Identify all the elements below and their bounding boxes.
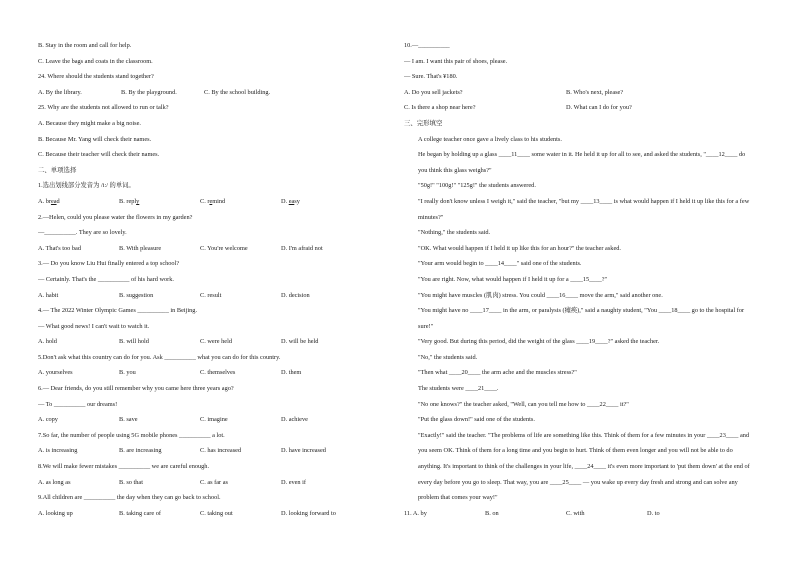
q9-option-b: B. taking care of [119, 509, 161, 517]
q9-stem: 9.All children are __________ the day when they can go back to school. [38, 494, 221, 502]
q1-option-a: A. bread [38, 197, 60, 205]
q6-option-d: D. achieve [281, 416, 308, 424]
q24-options [38, 85, 368, 101]
q4-option-c: C. were held [200, 338, 232, 346]
q10-option-d: D. What can I do for you? [566, 104, 632, 112]
q2-line-1: 2.—Helen, could you please water the flowers in my garden? [38, 213, 193, 221]
q9-option-d: D. looking forward to [281, 509, 336, 517]
q8-option-a: A. as long as [38, 478, 71, 486]
section-3-title: 三、完形填空 [404, 118, 443, 127]
q9-option-a: A. looking up [38, 509, 73, 517]
q4-option-a: A. hold [38, 338, 57, 346]
q5-option-a: A. yourselves [38, 369, 73, 377]
passage-paragraph-1: A college teacher once gave a lively class to his students. [418, 135, 562, 143]
q4-option-b: B. will hold [119, 338, 149, 346]
q8-options [38, 475, 368, 491]
q6-option-c: C. imagine [200, 416, 228, 424]
q5-option-b: B. you [119, 369, 136, 377]
passage-paragraph-3: "50g!" "100g!" "125g!" the students answered. [418, 182, 536, 190]
q3-line-2: — Certainly. That's the __________ of his hard work. [38, 275, 174, 283]
q11-option-c: C. with [566, 509, 585, 517]
q25-option-b: B. Because Mr. Yang will check their names. [38, 135, 152, 143]
q8-option-b: B. so that [119, 478, 143, 486]
q6-line-1: 6.— Dear friends, do you still remember why you came here three years ago? [38, 385, 234, 393]
q5-stem: 5.Don't ask what this country can do for you. Ask __________ what you can do for this country. [38, 353, 281, 361]
q6-options [38, 412, 368, 428]
passage-paragraph-9: "You might have muscles (肌肉) stress. You could ____16____ move the arm," said another one. [418, 291, 663, 299]
q2-line-2: —__________. They are so lovely. [38, 229, 127, 237]
q3-option-d: D. decision [281, 291, 310, 299]
q11-option-a: 11. A. by [404, 509, 427, 517]
q2-option-c: C. You're welcome [200, 244, 248, 252]
q10-line-1: 10.—__________ [404, 42, 450, 49]
q24-stem: 24. Where should the students stand together? [38, 73, 154, 81]
q2-option-a: A. That's too bad [38, 244, 81, 252]
q7-options [38, 443, 368, 459]
passage-paragraph-13: "Then what ____20____ the arm ache and the muscles stress?" [418, 369, 577, 377]
q4-line-2: — What good news! I can't wait to watch it. [38, 322, 150, 330]
passage-paragraph-10: "You might have no ____17____ in the arm, or paralysis (瘫痪)," said a naughty student, "You ____18____ go to the hospital for sure!" [418, 307, 745, 330]
passage-paragraph-4: "I really don't know unless I weigh it," said the teacher, "but my ____13____ is what would happen if I held it up like this for a few minutes?" [418, 197, 750, 221]
q7-stem: 7.So far, the number of people using 5G mobile phones __________ a lot. [38, 431, 225, 439]
q1-stem: 1.选出划线部分发音为 /i:/ 的单词。 [38, 182, 135, 190]
q5-option-d: D. them [281, 369, 302, 377]
q11-option-b: B. on [485, 509, 499, 517]
q24-option-c: C. By the school building. [204, 88, 271, 96]
q8-option-d: D. even if [281, 478, 307, 486]
q7-option-b: B. are increasing [119, 447, 162, 455]
q7-option-c: C. has increased [200, 447, 242, 455]
q7-option-a: A. is increasing [38, 447, 78, 455]
q6-option-a: A. copy [38, 416, 58, 424]
passage-paragraph-8: "You are right. Now, what would happen if I held it up for a ____15____?" [418, 275, 608, 283]
q8-stem: 8.We will make fewer mistakes __________ we are careful enough. [38, 463, 210, 471]
q7-option-d: D. have increased [281, 447, 326, 455]
q11-option-d: D. to [647, 509, 660, 517]
q9-options [38, 506, 368, 522]
q3-option-a: A. habit [38, 291, 59, 299]
q10-option-b: B. Who's next, please? [566, 88, 624, 96]
q11-options [404, 506, 756, 522]
passage-paragraph-17: "Exactly!" said the teacher. "The problems of life are something like this. Think of them for a few minutes in your ____23____ and you seem OK. Think of them for a long time and you begin to hurt. Think of them even longer and you will not be able to do anything. It's important to think of the challenges in your life, ____24____ it's even more important to 'put them down' at the end of every day before you go to sleep. That way, you are ____25____ — you wake up every day fresh and strong and can solve any problem that comes your way!" [418, 431, 750, 502]
q1-option-b: B. reply [119, 197, 140, 205]
q1-options [38, 194, 368, 210]
q2-option-d: D. I'm afraid not [281, 244, 323, 252]
q4-option-d: D. will be held [281, 338, 319, 346]
passage-paragraph-6: "OK. What would happen if I held it up like this for an hour?" the teacher asked. [418, 244, 621, 252]
q2-options [38, 241, 368, 257]
passage-paragraph-11: "Very good. But during this period, did the weight of the glass ____19____?" asked the teacher. [418, 338, 660, 346]
q24-option-b: B. By the playground. [121, 88, 177, 96]
passage-paragraph-15: "No one knows?" the teacher asked, "Well, can you tell me how to ____22____ it?" [418, 400, 629, 408]
q10-options-row-1 [404, 85, 756, 101]
q3-option-c: C. result [200, 291, 222, 299]
q3-options [38, 288, 368, 304]
left-column [38, 38, 368, 521]
q10-line-3: — Sure. That's ¥180. [404, 73, 458, 81]
q24-option-a: A. By the library. [38, 88, 82, 96]
q10-line-2: — I am. I want this pair of shoes, please. [404, 57, 508, 65]
q5-option-c: C. themselves [200, 369, 236, 377]
passage-paragraph-5: "Nothing," the students said. [418, 229, 491, 237]
q10-option-a: A. Do you sell jackets? [404, 88, 463, 96]
right-column [404, 38, 756, 521]
q10-options-row-2 [404, 100, 756, 116]
q4-options [38, 334, 368, 350]
q8-option-c: C. as far as [200, 478, 228, 486]
q3-line-1: 3.— Do you know Liu Hui finally entered a top school? [38, 260, 180, 268]
q23-option-c: C. Leave the bags and coats in the classroom. [38, 57, 153, 65]
q2-option-b: B. With pleasure [119, 244, 162, 252]
q6-option-b: B. save [119, 416, 138, 424]
passage-paragraph-14: The students were ____21____. [418, 385, 499, 393]
section-2-title: 二、单项选择 [38, 165, 77, 174]
q5-options [38, 365, 368, 381]
q4-line-1: 4.— The 2022 Winter Olympic Games __________ in Beijing. [38, 307, 198, 315]
q25-option-a: A. Because they might make a big noise. [38, 119, 141, 127]
passage-paragraph-12: "No," the students said. [418, 353, 478, 361]
q25-option-c: C. Because their teacher will check their names. [38, 151, 160, 159]
passage-paragraph-2: He began by holding up a glass ____11____ some water in it. He held it up for all to see, and asked the students, "____12____ do you think this glass weighs?" [418, 151, 746, 174]
q6-line-2: — To __________ our dreams! [38, 400, 118, 408]
passage-paragraph-7: "Your arm would begin to ____14____" said one of the students. [418, 260, 582, 268]
passage-paragraph-16: "Put the glass down!" said one of the students. [418, 416, 535, 424]
q3-option-b: B. suggestion [119, 291, 154, 299]
q25-stem: 25. Why are the students not allowed to run or talk? [38, 104, 169, 112]
q10-option-c: C. Is there a shop near here? [404, 104, 476, 112]
q1-option-c: C. remind [200, 197, 226, 205]
q23-option-b: B. Stay in the room and call for help. [38, 42, 132, 49]
q1-option-d: D. easy [281, 197, 300, 205]
q9-option-c: C. taking out [200, 509, 233, 517]
